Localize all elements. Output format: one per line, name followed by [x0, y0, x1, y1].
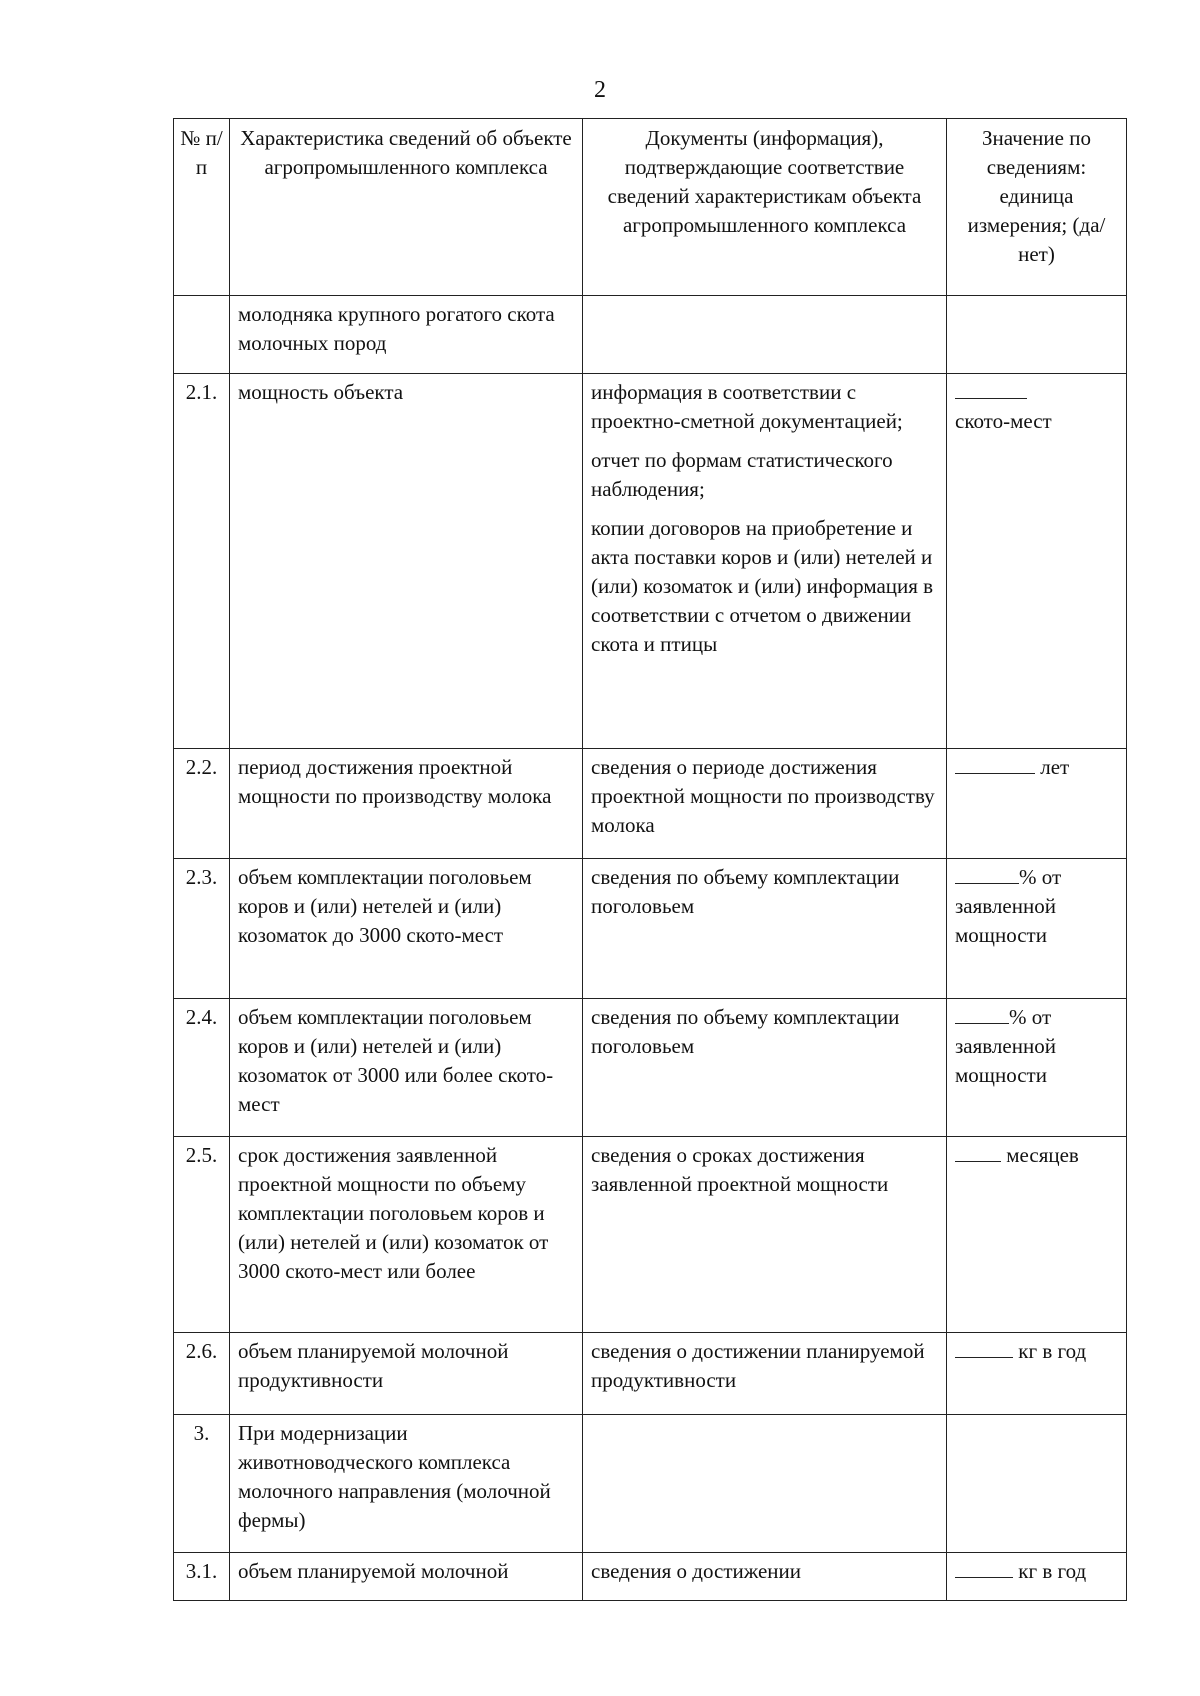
- document-item: копии договоров на приобретение и акта поставки коров и (или) нетелей и (или) козоматок и (или) информация в соответствии с отчетом о движении скота и птицы: [591, 516, 934, 656]
- header-value: Значение по сведениям: единица измерения; (да/нет): [947, 119, 1127, 296]
- row-characteristic: При модернизации животноводческого комплекса молочного направления (молочной фермы): [230, 1415, 583, 1553]
- value-unit: кг в год: [1018, 1559, 1087, 1583]
- row-documents: [583, 374, 947, 749]
- table-row: [174, 296, 1127, 374]
- row-characteristic: молодняка крупного рогатого скота молочных пород: [230, 296, 583, 374]
- header-num: № п/п: [174, 119, 230, 296]
- document-item: информация в соответствии с проектно-сметной документацией;: [591, 380, 903, 433]
- row-value: [947, 374, 1127, 749]
- row-value: [947, 296, 1127, 374]
- row-value: [947, 1553, 1127, 1601]
- value-unit: лет: [1040, 755, 1070, 779]
- row-characteristic: объем планируемой молочной: [230, 1553, 583, 1601]
- row-value: [947, 859, 1127, 999]
- table-header-row: [174, 119, 1127, 296]
- row-documents: [583, 1553, 947, 1601]
- value-unit: месяцев: [1006, 1143, 1079, 1167]
- document-item: сведения о сроках достижения заявленной проектной мощности: [591, 1143, 889, 1196]
- table-row: [174, 374, 1127, 749]
- row-characteristic: объем комплектации поголовьем коров и (или) нетелей и (или) козоматок от 3000 или более ското-мест: [230, 999, 583, 1137]
- table-row: [174, 1137, 1127, 1333]
- row-value: [947, 999, 1127, 1137]
- header-documents: Документы (информация), подтверждающие соответствие сведений характеристикам объекта агропромышленного комплекса: [583, 119, 947, 296]
- row-characteristic: период достижения проектной мощности по производству молока: [230, 749, 583, 859]
- table-row: [174, 1415, 1127, 1553]
- value-unit: кг в год: [1018, 1339, 1087, 1363]
- row-num: 2.2.: [174, 749, 230, 859]
- row-value: [947, 1333, 1127, 1415]
- row-documents: [583, 999, 947, 1137]
- row-characteristic: объем планируемой молочной продуктивности: [230, 1333, 583, 1415]
- row-characteristic: срок достижения заявленной проектной мощности по объему комплектации поголовьем коров и (или) нетелей и (или) козоматок от 3000 ското-мест или более: [230, 1137, 583, 1333]
- row-characteristic: объем комплектации поголовьем коров и (или) нетелей и (или) козоматок до 3000 ското-мест: [230, 859, 583, 999]
- row-num: 2.6.: [174, 1333, 230, 1415]
- row-num: 2.4.: [174, 999, 230, 1137]
- value-unit: % от заявленной мощности: [955, 1005, 1056, 1087]
- table-row: [174, 1333, 1127, 1415]
- row-documents: [583, 1137, 947, 1333]
- row-documents: [583, 859, 947, 999]
- row-documents: [583, 1415, 947, 1553]
- requirements-table: [173, 118, 1127, 1601]
- value-blank: [955, 1559, 1013, 1578]
- row-num: 3.1.: [174, 1553, 230, 1601]
- document-item: отчет по формам статистического наблюдения;: [591, 448, 893, 501]
- document-item: сведения по объему комплектации поголовьем: [591, 865, 900, 918]
- table-row: [174, 749, 1127, 859]
- row-num: 2.5.: [174, 1137, 230, 1333]
- value-unit: % от заявленной мощности: [955, 865, 1062, 947]
- row-documents: [583, 749, 947, 859]
- row-num: 3.: [174, 1415, 230, 1553]
- document-item: сведения о достижении: [591, 1559, 802, 1583]
- table-row: [174, 1553, 1127, 1601]
- row-value: [947, 1137, 1127, 1333]
- document-item: сведения о периоде достижения проектной мощности по производству молока: [591, 755, 935, 837]
- value-blank: [955, 755, 1035, 774]
- header-characteristic: Характеристика сведений об объекте агропромышленного комплекса: [230, 119, 583, 296]
- value-blank: [955, 1143, 1001, 1162]
- value-blank: [955, 1339, 1013, 1358]
- row-num: 2.3.: [174, 859, 230, 999]
- value-unit: ското-мест: [955, 409, 1052, 433]
- row-value: [947, 749, 1127, 859]
- row-num: [174, 296, 230, 374]
- table-row: [174, 999, 1127, 1137]
- value-blank: [955, 865, 1019, 884]
- document-item: сведения о достижении планируемой продуктивности: [591, 1339, 925, 1392]
- value-blank: [955, 1005, 1009, 1024]
- table-row: [174, 859, 1127, 999]
- page-number: 2: [594, 77, 606, 103]
- value-blank: [955, 380, 1027, 399]
- row-documents: [583, 296, 947, 374]
- row-documents: [583, 1333, 947, 1415]
- document-item: сведения по объему комплектации поголовьем: [591, 1005, 900, 1058]
- row-value: [947, 1415, 1127, 1553]
- row-num: 2.1.: [174, 374, 230, 749]
- row-characteristic: мощность объекта: [230, 374, 583, 749]
